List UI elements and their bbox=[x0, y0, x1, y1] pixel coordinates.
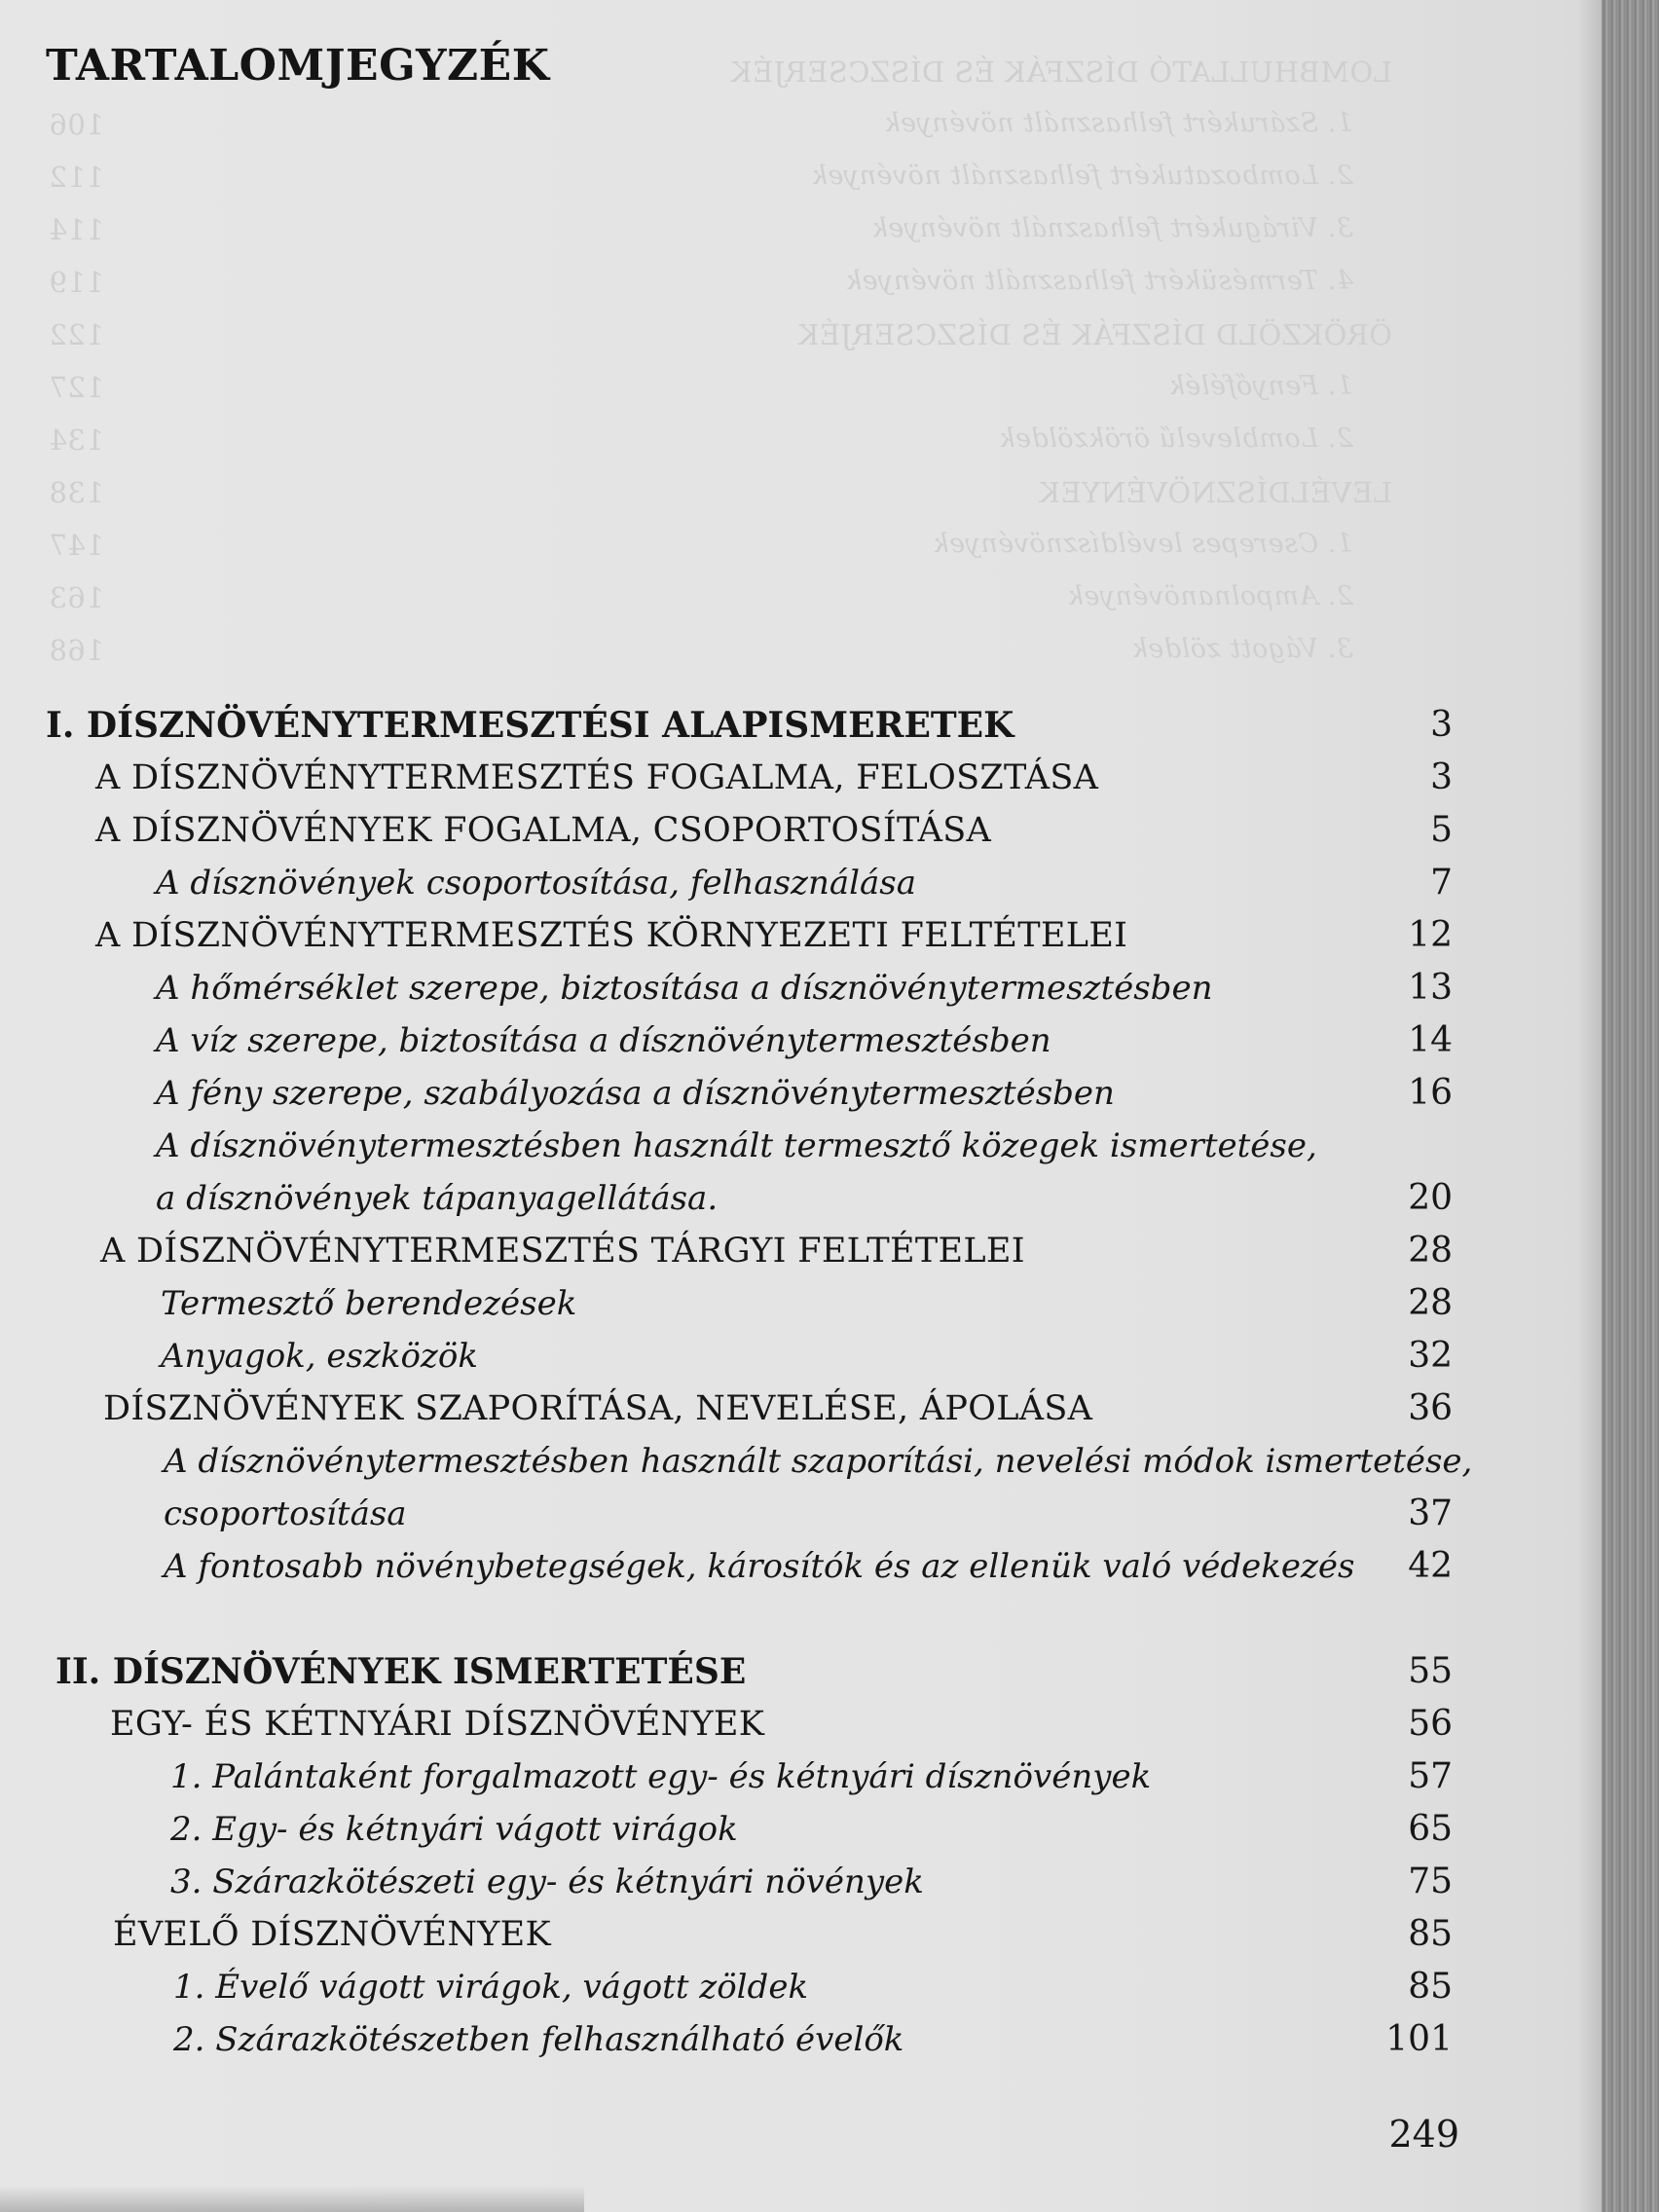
ghost-entry-text: 1. Szárukért felhasznált növények bbox=[883, 108, 1353, 138]
toc-entry-text: II. DÍSZNÖVÉNYEK ISMERTETÉSE bbox=[55, 1651, 747, 1692]
toc-entry-text: ÉVELŐ DÍSZNÖVÉNYEK bbox=[113, 1915, 551, 1954]
page-title: TARTALOMJEGYZÉK bbox=[46, 41, 550, 91]
ghost-entry-text: 2. Ampolnanövények bbox=[1067, 581, 1353, 611]
toc-entry bbox=[0, 1014, 1602, 1067]
toc-entry-page: 14 bbox=[1408, 1020, 1453, 1060]
toc-entry-text: A hőmérséklet szerepe, biztosítása a dísznövénytermesztésben bbox=[156, 969, 1213, 1008]
toc-entry bbox=[0, 1698, 1602, 1751]
ghost-entry-text: LEVÉLDÍSZNÖVÉNYEK bbox=[1038, 476, 1392, 509]
toc-entry bbox=[0, 1803, 1602, 1856]
toc-entry-text: 2. Egy- és kétnyári vágott virágok bbox=[170, 1810, 738, 1849]
toc-entry-page: 85 bbox=[1408, 1914, 1453, 1954]
toc-entry-page: 7 bbox=[1430, 863, 1453, 903]
toc-entry-page: 12 bbox=[1408, 915, 1453, 955]
toc-entry bbox=[0, 1120, 1602, 1172]
toc-entry-page: 57 bbox=[1408, 1756, 1453, 1796]
toc-entry bbox=[0, 1961, 1602, 2013]
toc-entry-text: I. DÍSZNÖVÉNYTERMESZTÉSI ALAPISMERETEK bbox=[46, 705, 1014, 746]
toc-entry-page: 28 bbox=[1408, 1231, 1453, 1271]
toc-entry bbox=[0, 1067, 1602, 1120]
ghost-entry-page: 163 bbox=[49, 581, 104, 614]
toc-entry-text: A DÍSZNÖVÉNYTERMESZTÉS TÁRGYI FELTÉTELEI bbox=[100, 1232, 1025, 1271]
toc-entry-page: 37 bbox=[1408, 1493, 1453, 1533]
toc-entry-text: A dísznövénytermesztésben használt szaporítási, nevelési módok ismertetése, bbox=[164, 1442, 1473, 1481]
ghost-entry-page: 127 bbox=[49, 371, 104, 404]
ghost-entry-page: 147 bbox=[49, 529, 104, 562]
toc-entry bbox=[0, 804, 1602, 857]
ghost-entry-text: 2. Lomblevelű örökzöldek bbox=[998, 424, 1353, 454]
toc-entry-text: A fény szerepe, szabályozása a dísznövénytermesztésben bbox=[156, 1074, 1115, 1113]
toc-entry-page: 5 bbox=[1430, 810, 1453, 850]
ghost-entry-page: 138 bbox=[49, 476, 104, 509]
toc-entry-text: A dísznövénytermesztésben használt termesztő közegek ismertetése, bbox=[156, 1126, 1317, 1165]
toc-entry-page: 42 bbox=[1408, 1546, 1453, 1586]
toc-entry bbox=[0, 857, 1602, 909]
toc-entry-page: 28 bbox=[1408, 1283, 1453, 1323]
toc-entry bbox=[0, 1488, 1602, 1540]
toc-entry-text: A víz szerepe, biztosítása a dísznövénytermesztésben bbox=[156, 1021, 1051, 1060]
toc-entry bbox=[0, 1645, 1602, 1698]
ghost-entry-text: 3. Vágott zöldek bbox=[1130, 634, 1353, 664]
toc-entry-text: csoportosítása bbox=[164, 1494, 407, 1533]
toc-entry-text: A dísznövények csoportosítása, felhasználása bbox=[156, 864, 917, 903]
toc-entry-text: A DÍSZNÖVÉNYTERMESZTÉS FOGALMA, FELOSZTÁSA bbox=[95, 758, 1099, 797]
toc-entry-page: 3 bbox=[1430, 757, 1453, 797]
toc-entry bbox=[0, 1856, 1602, 1908]
ghost-entry-page: 122 bbox=[49, 318, 104, 351]
toc-entry-page: 75 bbox=[1408, 1862, 1453, 1901]
page-number: 249 bbox=[1388, 2113, 1459, 2156]
toc-entry-text: 2. Szárazkötészetben felhasználható évelők bbox=[173, 2020, 904, 2059]
toc-entry-page: 65 bbox=[1408, 1809, 1453, 1849]
ghost-entry-page: 168 bbox=[49, 634, 104, 667]
toc-entry bbox=[0, 909, 1602, 962]
toc-entry-text: Termesztő berendezések bbox=[161, 1284, 577, 1323]
ghost-entry-text: 2. Lombozatukért felhasznált növények bbox=[811, 161, 1353, 191]
toc-entry-text: A fontosabb növénybetegségek, károsítók és az ellenük való védekezés bbox=[164, 1547, 1355, 1586]
toc-entry-text: EGY- ÉS KÉTNYÁRI DÍSZNÖVÉNYEK bbox=[110, 1705, 765, 1744]
toc-entry-page: 20 bbox=[1408, 1178, 1453, 1218]
toc-entry-page: 56 bbox=[1408, 1704, 1453, 1744]
toc-entry-text: A DÍSZNÖVÉNYTERMESZTÉS KÖRNYEZETI FELTÉTELEI bbox=[95, 916, 1128, 955]
toc-entry-text: 1. Évelő vágott virágok, vágott zöldek bbox=[173, 1968, 809, 2007]
ghost-entry-text: 1. Fenyőfélék bbox=[1168, 371, 1353, 401]
toc-entry bbox=[0, 1382, 1602, 1435]
toc-entry bbox=[0, 1172, 1602, 1225]
toc-entry-text: Anyagok, eszközök bbox=[161, 1337, 478, 1376]
toc-entry-text: 3. Szárazkötészeti egy- és kétnyári növények bbox=[170, 1862, 924, 1901]
toc-entry-text: a dísznövények tápanyagellátása. bbox=[156, 1179, 719, 1218]
toc-entry bbox=[0, 1330, 1602, 1382]
book-page-edges bbox=[1602, 0, 1659, 2212]
toc-entry bbox=[0, 752, 1602, 804]
toc-entry-page: 55 bbox=[1408, 1651, 1453, 1691]
toc-entry bbox=[0, 1277, 1602, 1330]
toc-entry-page: 101 bbox=[1385, 2019, 1453, 2059]
toc-entry-page: 13 bbox=[1408, 968, 1453, 1008]
toc-entry-text: A DÍSZNÖVÉNYEK FOGALMA, CSOPORTOSÍTÁSA bbox=[95, 811, 992, 850]
ghost-entry-text: LOMBHULLATÓ DÍSZFÁK ÉS DÍSZCSERJÉK bbox=[730, 55, 1392, 89]
ghost-entry-text: 1. Cserepes levéldísznövények bbox=[932, 529, 1353, 559]
toc-entry-page: 85 bbox=[1408, 1967, 1453, 2007]
toc-entry bbox=[0, 962, 1602, 1014]
toc-entry-page: 16 bbox=[1408, 1073, 1453, 1113]
toc-entry bbox=[0, 2013, 1602, 2066]
ghost-entry-text: 3. Virágukért felhasznált növények bbox=[871, 213, 1353, 243]
toc-entry bbox=[0, 1751, 1602, 1803]
bottom-shadow bbox=[0, 2186, 584, 2212]
ghost-entry-page: 134 bbox=[49, 424, 104, 457]
ghost-entry-page: 119 bbox=[49, 266, 104, 299]
ghost-entry-text: ÖRÖKZÖLD DÍSZFÁK ÉS DÍSZCSERJÉK bbox=[797, 318, 1392, 351]
ghost-entry-page: 106 bbox=[49, 108, 104, 141]
toc-entry bbox=[0, 699, 1602, 752]
toc-entry-page: 3 bbox=[1430, 705, 1453, 745]
toc-entry-page: 32 bbox=[1408, 1336, 1453, 1376]
ghost-entry-page: 114 bbox=[49, 213, 104, 246]
ghost-entry-page: 112 bbox=[49, 161, 104, 194]
toc-entry bbox=[0, 1225, 1602, 1277]
toc-entry bbox=[0, 1908, 1602, 1961]
ghost-entry-text: 4. Termésükért felhasznált növények bbox=[845, 266, 1353, 296]
toc-entry bbox=[0, 1540, 1602, 1593]
toc-entry bbox=[0, 1435, 1602, 1488]
toc-entry-text: DÍSZNÖVÉNYEK SZAPORÍTÁSA, NEVELÉSE, ÁPOLÁSA bbox=[103, 1389, 1093, 1428]
toc-entry-page: 36 bbox=[1408, 1388, 1453, 1428]
page-edge-shadow bbox=[1577, 0, 1602, 2212]
toc-entry-text: 1. Palántaként forgalmazott egy- és kétnyári dísznövények bbox=[170, 1757, 1152, 1796]
